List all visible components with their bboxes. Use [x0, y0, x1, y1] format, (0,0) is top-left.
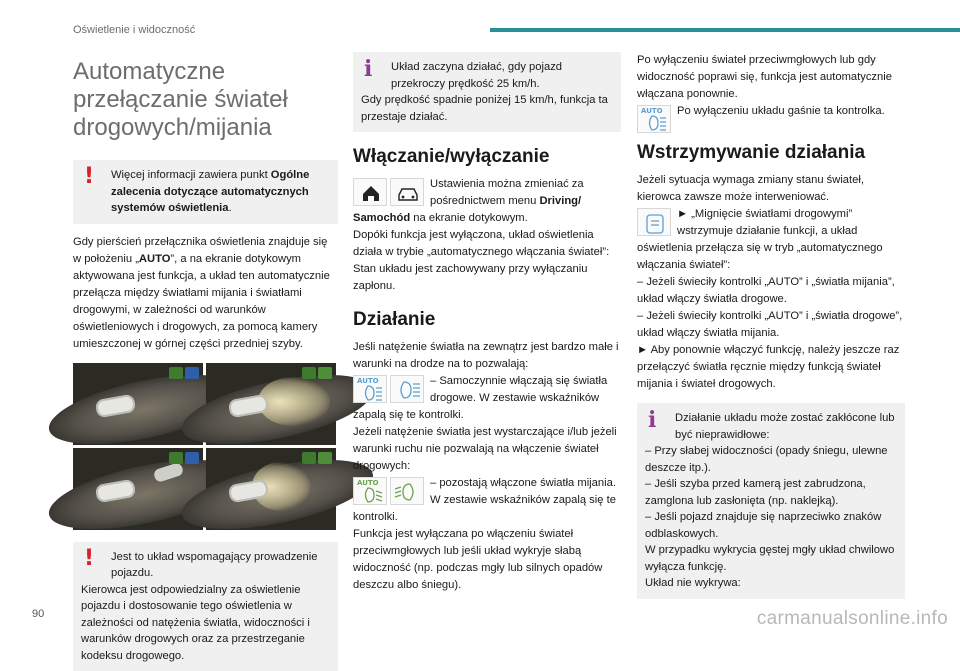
auto-indicator	[637, 105, 671, 133]
column-1	[73, 52, 338, 671]
flash-indicator	[637, 208, 671, 236]
low-beam-indicator-icon	[318, 452, 332, 464]
page-title: Automatyczne przełączanie świateł drogowych/mijania	[73, 58, 338, 142]
limitation-item: Układ nie wykrywa:	[645, 575, 897, 592]
auto-low-beam-icon	[353, 477, 387, 505]
warning-icon: !	[84, 166, 98, 190]
onoff-text-b: na ekranie dotykowym.	[410, 212, 528, 224]
limitation-item: – Jeśli pojazd znajduje się naprzeciwko znaków odblaskowych.	[645, 509, 897, 542]
low-beam-indicators	[353, 477, 424, 505]
info-body: Gdy prędkość spadnie poniżej 15 km/h, funkcja ta przestaje działać.	[361, 92, 613, 125]
warning-text-end: .	[229, 202, 232, 214]
header-accent-bar	[490, 28, 960, 32]
info-title: Działanie układu może zostać zakłócone lub być nieprawidłowe:	[645, 410, 897, 443]
auto-high-beam-icon	[353, 375, 387, 403]
high-beam-indicators	[353, 375, 424, 403]
dzialanie-item-2: – pozostają włączone światła mijania. W zestawie wskaźników zapalą się te kontrolki.	[353, 475, 621, 526]
para-text-a: Gdy pierścień przełącznika oświetlenia znajduje się w położeniu „	[73, 236, 327, 265]
info-callout-limitations	[637, 403, 905, 599]
auto-indicator-icon	[302, 452, 316, 464]
auto-label: AUTO	[641, 107, 663, 115]
dzialanie-text-3: Funkcja jest wyłączana po włączeniu świateł przeciwmgłowych lub jeśli układ wykryje słabą widoczność (np. podczas mgły lub silnych opadów deszczu albo śniegu).	[353, 526, 621, 594]
wstrzym-text-5: ► Aby ponownie włączyć funkcję, należy jeszcze raz przełączyć światła ręcznie między funkcją świateł mijania i świateł drogowych.	[637, 342, 905, 393]
info-icon: i	[364, 58, 378, 82]
para-text-b: ”, a na ekranie dotykowym aktywowana jest funkcja, a układ ten automatycznie przełącza między światłami mijania i światłami drogowymi, w zależności od warunków oświetleniowych i drogowych, za pomocą kamery umieszczonej w górnej części przedniej szyby.	[73, 253, 330, 350]
dzialanie-text-1: Jeśli natężenie światła na zewnątrz jest bardzo małe i warunki na drodze na to pozwalają:	[353, 339, 621, 373]
high-beam-icon	[390, 375, 424, 403]
wstrzym-text-3: – Jeżeli świeciły kontrolki „AUTO” i „światła mijania”, układ włączy światła drogowe.	[637, 274, 905, 308]
illustration-grid	[73, 363, 336, 530]
auto-high-beam-icon	[637, 105, 671, 133]
high-beam-indicator-icon	[185, 367, 199, 379]
headlight-flash-icon	[637, 208, 671, 236]
limitation-item: – Przy słabej widoczności (opady śniegu, ulewne deszcze itp.).	[645, 443, 897, 476]
onoff-text-2: Dopóki funkcja jest wyłączona, układ oświetlenia działa w trybie „automatycznego włączania świateł”: Stan układu jest zachowywany przy wyłączaniu zapłonu.	[353, 227, 621, 295]
illustration-high-beam	[206, 363, 336, 445]
warning-icon: !	[84, 548, 98, 572]
limitation-item: – Jeśli szyba przed kamerą jest zabrudzona, zamglona lub zasłonięta (np. naklejką).	[645, 476, 897, 509]
info-title: Układ zaczyna działać, gdy pojazd przekroczy prędkość 25 km/h.	[361, 59, 613, 92]
high-beam-indicator-icon	[185, 452, 199, 464]
onoff-text-a: Ustawienia można zmieniać za pośrednictwem menu	[430, 178, 584, 207]
home-icon	[353, 178, 387, 206]
auto-indicator-icon	[302, 367, 316, 379]
low-beam-indicator-icon	[318, 367, 332, 379]
auto-label: AUTO	[357, 479, 379, 487]
heading-dzialanie: Działanie	[353, 309, 621, 331]
limitation-item: W przypadku wykrycia gęstej mgły układ chwilowo wyłącza funkcję.	[645, 542, 897, 575]
auto-indicator-icon	[169, 367, 183, 379]
warning-body: Kierowca jest odpowiedzialny za oświetlenie pojazdu i dostosowanie tego oświetlenia w zależności od natężenia światła, widoczności i warunków drogowych oraz za przestrzeganie kodeksu drogowego.	[81, 582, 330, 665]
menu-icons	[353, 178, 424, 206]
wstrzym-text-4: – Jeżeli świeciły kontrolki „AUTO” i „światła drogowe”, układ włączy światła mijania.	[637, 308, 905, 342]
wstrzym-text-1: Jeżeli sytuacja wymaga zmiany stanu świateł, kierowca zawsze może interweniować.	[637, 172, 905, 206]
warning-title: Jest to układ wspomagający prowadzenie pojazdu.	[81, 549, 330, 582]
heading-onoff: Włączanie/wyłączanie	[353, 146, 621, 168]
auto-indicator-icon	[169, 452, 183, 464]
page-number: 90	[32, 608, 44, 620]
dzialanie-text-2: Jeżeli natężenie światła jest wystarczające i/lub jeżeli warunki ruchu nie pozwalają na włączenie świateł drogowych:	[353, 424, 621, 475]
watermark: carmanualsonline.info	[757, 608, 948, 630]
section-header: Oświetlenie i widoczność	[73, 24, 195, 36]
menu-name: Driving/ Samochód	[353, 195, 581, 224]
low-beam-icon	[390, 477, 424, 505]
heading-wstrzym: Wstrzymywanie działania	[637, 142, 905, 164]
warning-callout-info-ref	[73, 160, 338, 224]
warning-link-text: Ogólne zalecenia dotyczące automatycznych systemów oświetlenia	[111, 169, 309, 214]
illustration-low-beam	[206, 448, 336, 530]
warning-text: Więcej informacji zawiera punkt	[111, 169, 271, 181]
auto-label: AUTO	[357, 377, 379, 385]
car-icon	[390, 178, 424, 206]
column-3	[637, 52, 905, 599]
indicator-off-text: Po wyłączeniu układu gaśnie ta kontrolka.	[637, 103, 905, 120]
warning-callout-driver	[73, 542, 338, 671]
info-icon: i	[648, 409, 662, 433]
reenable-text: Po wyłączeniu świateł przeciwmgłowych lub gdy widoczność poprawi się, funkcja jest automatycznie włączana ponownie.	[637, 52, 905, 103]
auto-label-text: AUTO	[139, 253, 171, 265]
column-2	[353, 52, 621, 594]
wstrzym-text-2: ► „Mignięcie światłami drogowymi” wstrzymuje działanie funkcji, a układ oświetlenia przełącza się w tryb „automatycznego włączania świateł”:	[637, 206, 905, 274]
info-callout-speed	[353, 52, 621, 132]
dzialanie-item-1: – Samoczynnie włączają się światła drogowe. W zestawie wskaźników zapalą się te kontrolki.	[353, 373, 621, 424]
auto-description	[73, 234, 338, 353]
